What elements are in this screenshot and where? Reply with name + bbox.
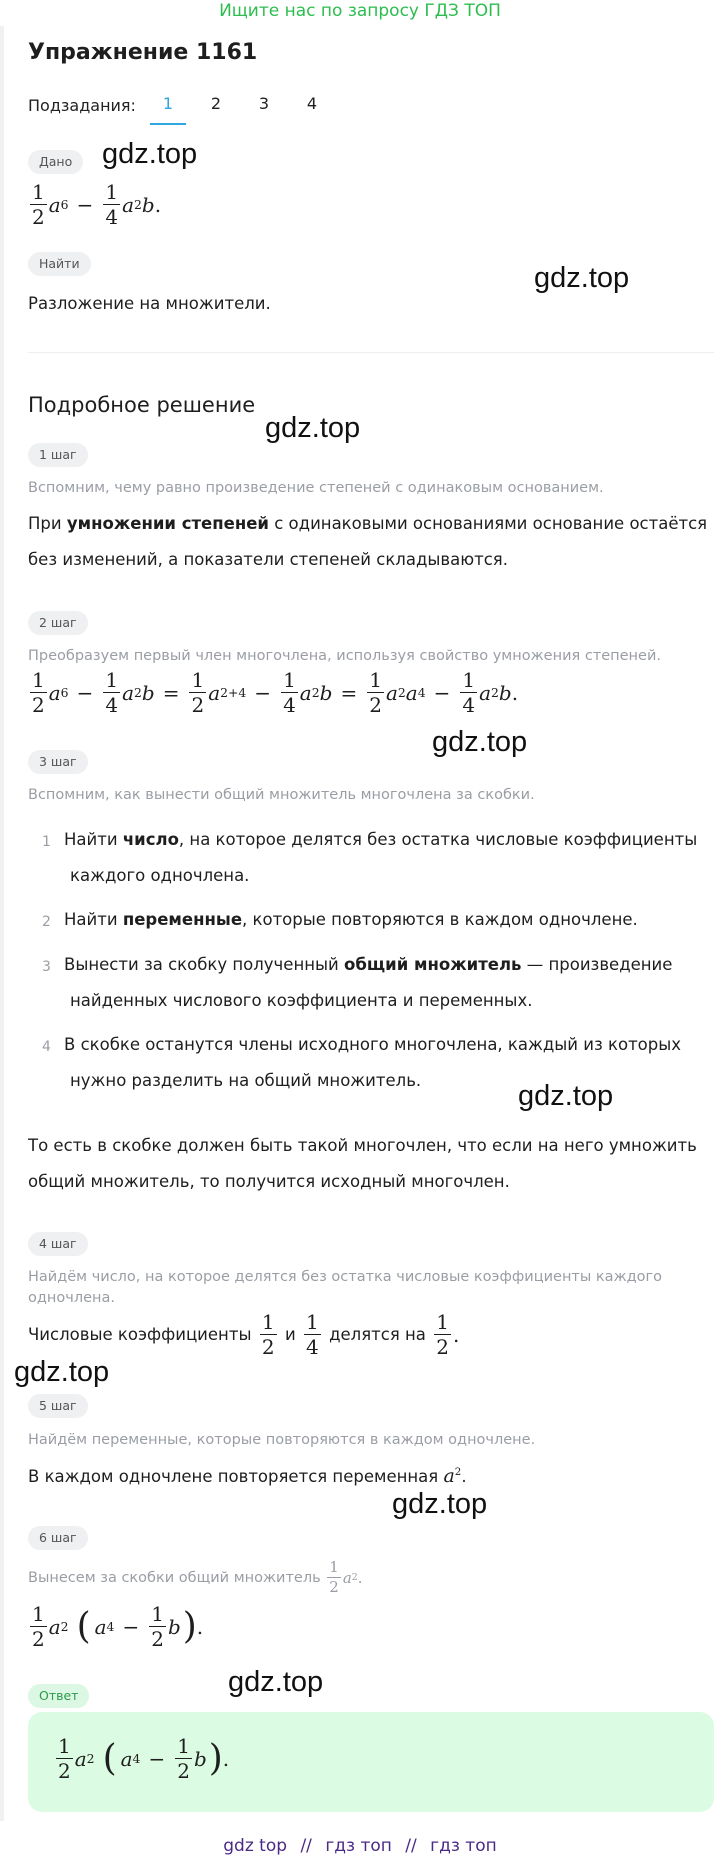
step-3-outro-line1: То есть в скобке должен быть такой многочлен, что если на него умножить — [28, 1136, 697, 1155]
answer-expression: $\frac{1}{2}$ a 2 ( a 4 − $\frac{1}{2}$ b ) . — [58, 1734, 230, 1783]
step-4-text-a: Числовые коэффициенты — [28, 1325, 252, 1344]
step-5-tag: 5 шаг — [28, 1394, 88, 1418]
step-1-text-line2: без изменений, а показатели степеней складываются. — [28, 550, 508, 569]
tab-subtask-3[interactable]: 3 — [258, 94, 270, 113]
divider — [28, 352, 714, 353]
footer-separator: // — [300, 1836, 312, 1856]
step-6-expression: $\frac{1}{2}$ a 2 ( a 4 − $\frac{1}{2}$ b ) . — [32, 1602, 204, 1651]
list-item-continuation: найденных числового коэффициента и переменных. — [70, 991, 533, 1010]
footer-separator: // — [405, 1836, 417, 1856]
tab-subtask-2[interactable]: 2 — [210, 94, 222, 113]
watermark: gdz.top — [14, 1356, 110, 1388]
given-tag: Дано — [28, 150, 83, 174]
find-tag: Найти — [28, 252, 91, 276]
given-expression: $\frac{1}{2}$ a 6 − $\frac{1}{4}$ a 2 b . — [32, 180, 162, 229]
list-item-bold: общий множитель — [344, 955, 522, 974]
list-item — [64, 822, 704, 858]
step-1-text-c: с одинаковыми основаниями основание остаётся — [269, 514, 708, 533]
list-item-text: Найти — [64, 910, 123, 929]
list-item-continuation: каждого одночлена. — [70, 866, 250, 885]
step-5-text: В каждом одночлене повторяется переменная $a^2$. — [28, 1465, 467, 1487]
step-4-tag: 4 шаг — [28, 1232, 88, 1256]
list-item: В скобке останутся члены исходного многочлена, каждый из которых — [64, 1035, 682, 1054]
footer-links — [0, 1836, 720, 1856]
list-item-bold: переменные — [122, 910, 243, 929]
list-item-number: 2 — [42, 914, 51, 930]
list-item-text: Найти — [64, 830, 123, 849]
tab-subtask-4[interactable]: 4 — [306, 94, 318, 113]
step-3-outro-line2: общий множитель, то получится исходный многочлен. — [28, 1172, 510, 1191]
list-item-number: 1 — [42, 834, 51, 850]
tab-subtask-1[interactable]: 1 — [150, 93, 186, 125]
step-2-expression: $\frac{1}{2}$ a 6 − $\frac{1}{4}$ a 2 b = $\frac{1}{2}$ a 2+4 − $\frac{1}{4}$ a 2 b = $\frac{1}{2}$ a 2 a 4 − $\frac{1}{4}$ a 2 b . — [32, 668, 519, 717]
step-6-hint: Вынесем за скобки общий множитель $\frac{1}{2}$ a 2 . — [28, 1558, 363, 1596]
list-item-number: 4 — [42, 1039, 51, 1055]
watermark: gdz.top — [392, 1488, 488, 1520]
footer-link-gdz-top[interactable]: gdz top — [223, 1836, 288, 1856]
find-text: Разложение на множители. — [28, 294, 271, 313]
step-1-tag: 1 шаг — [28, 443, 88, 467]
list-item-text: Вынести за скобку полученный — [64, 955, 345, 974]
watermark: gdz.top — [518, 1080, 614, 1112]
step-5-text-a: В каждом одночлене повторяется переменная — [28, 1467, 439, 1486]
list-item-bold: число — [122, 830, 179, 849]
page-title: Упражнение 1161 — [28, 40, 258, 65]
list-item-number: 3 — [42, 959, 51, 975]
watermark: gdz.top — [265, 412, 361, 444]
step-3-hint: Вспомним, как вынести общий множитель многочлена за скобки. — [28, 787, 535, 803]
step-5-hint: Найдём переменные, которые повторяются в каждом одночлене. — [28, 1432, 536, 1448]
list-item — [64, 902, 704, 938]
list-item-text: — произведение — [521, 955, 673, 974]
list-item-text: , на которое делятся без остатка числовые коэффициенты — [178, 830, 698, 849]
step-2-tag: 2 шаг — [28, 611, 88, 635]
step-1-hint: Вспомним, чему равно произведение степеней с одинаковым основанием. — [28, 480, 604, 496]
answer-tag: Ответ — [28, 1684, 89, 1708]
watermark: gdz.top — [228, 1666, 324, 1698]
footer-link-gdz-top-ru-2[interactable]: гдз топ — [430, 1836, 497, 1856]
step-1-text-line1 — [28, 506, 707, 542]
step-2-hint: Преобразуем первый член многочлена, используя свойство умножения степеней. — [28, 648, 661, 664]
step-1-bold: умножении степеней — [66, 514, 269, 533]
step-4-text-b: и — [284, 1325, 296, 1344]
step-6-hint-text: Вынесем за скобки общий множитель — [28, 1569, 321, 1586]
step-1-text-a: При — [28, 514, 67, 533]
search-banner[interactable]: Ищите нас по запросу ГДЗ ТОП — [219, 1, 501, 21]
watermark: gdz.top — [534, 262, 630, 294]
footer-link-gdz-top-ru-1[interactable]: гдз топ — [325, 1836, 392, 1856]
left-border — [0, 26, 4, 1821]
step-4-hint-line1: Найдём число, на которое делятся без остатка числовые коэффициенты каждого — [28, 1269, 663, 1285]
solution-title: Подробное решение — [28, 393, 256, 417]
step-4-text: Числовые коэффициенты $\frac{1}{2}$ и $\frac{1}{4}$ делятся на $\frac{1}{2}$ . — [28, 1310, 460, 1359]
list-item — [64, 947, 704, 983]
watermark: gdz.top — [432, 726, 528, 758]
list-item-text: , которые повторяются в каждом одночлене. — [242, 910, 638, 929]
step-4-text-c: делятся на — [329, 1325, 426, 1344]
step-3-tag: 3 шаг — [28, 750, 88, 774]
list-item-continuation: нужно разделить на общий множитель. — [70, 1071, 422, 1090]
step-4-hint-line2: одночлена. — [28, 1290, 115, 1306]
step-6-tag: 6 шаг — [28, 1526, 88, 1550]
subtasks-label: Подзадания: — [28, 96, 136, 115]
watermark: gdz.top — [102, 138, 198, 170]
